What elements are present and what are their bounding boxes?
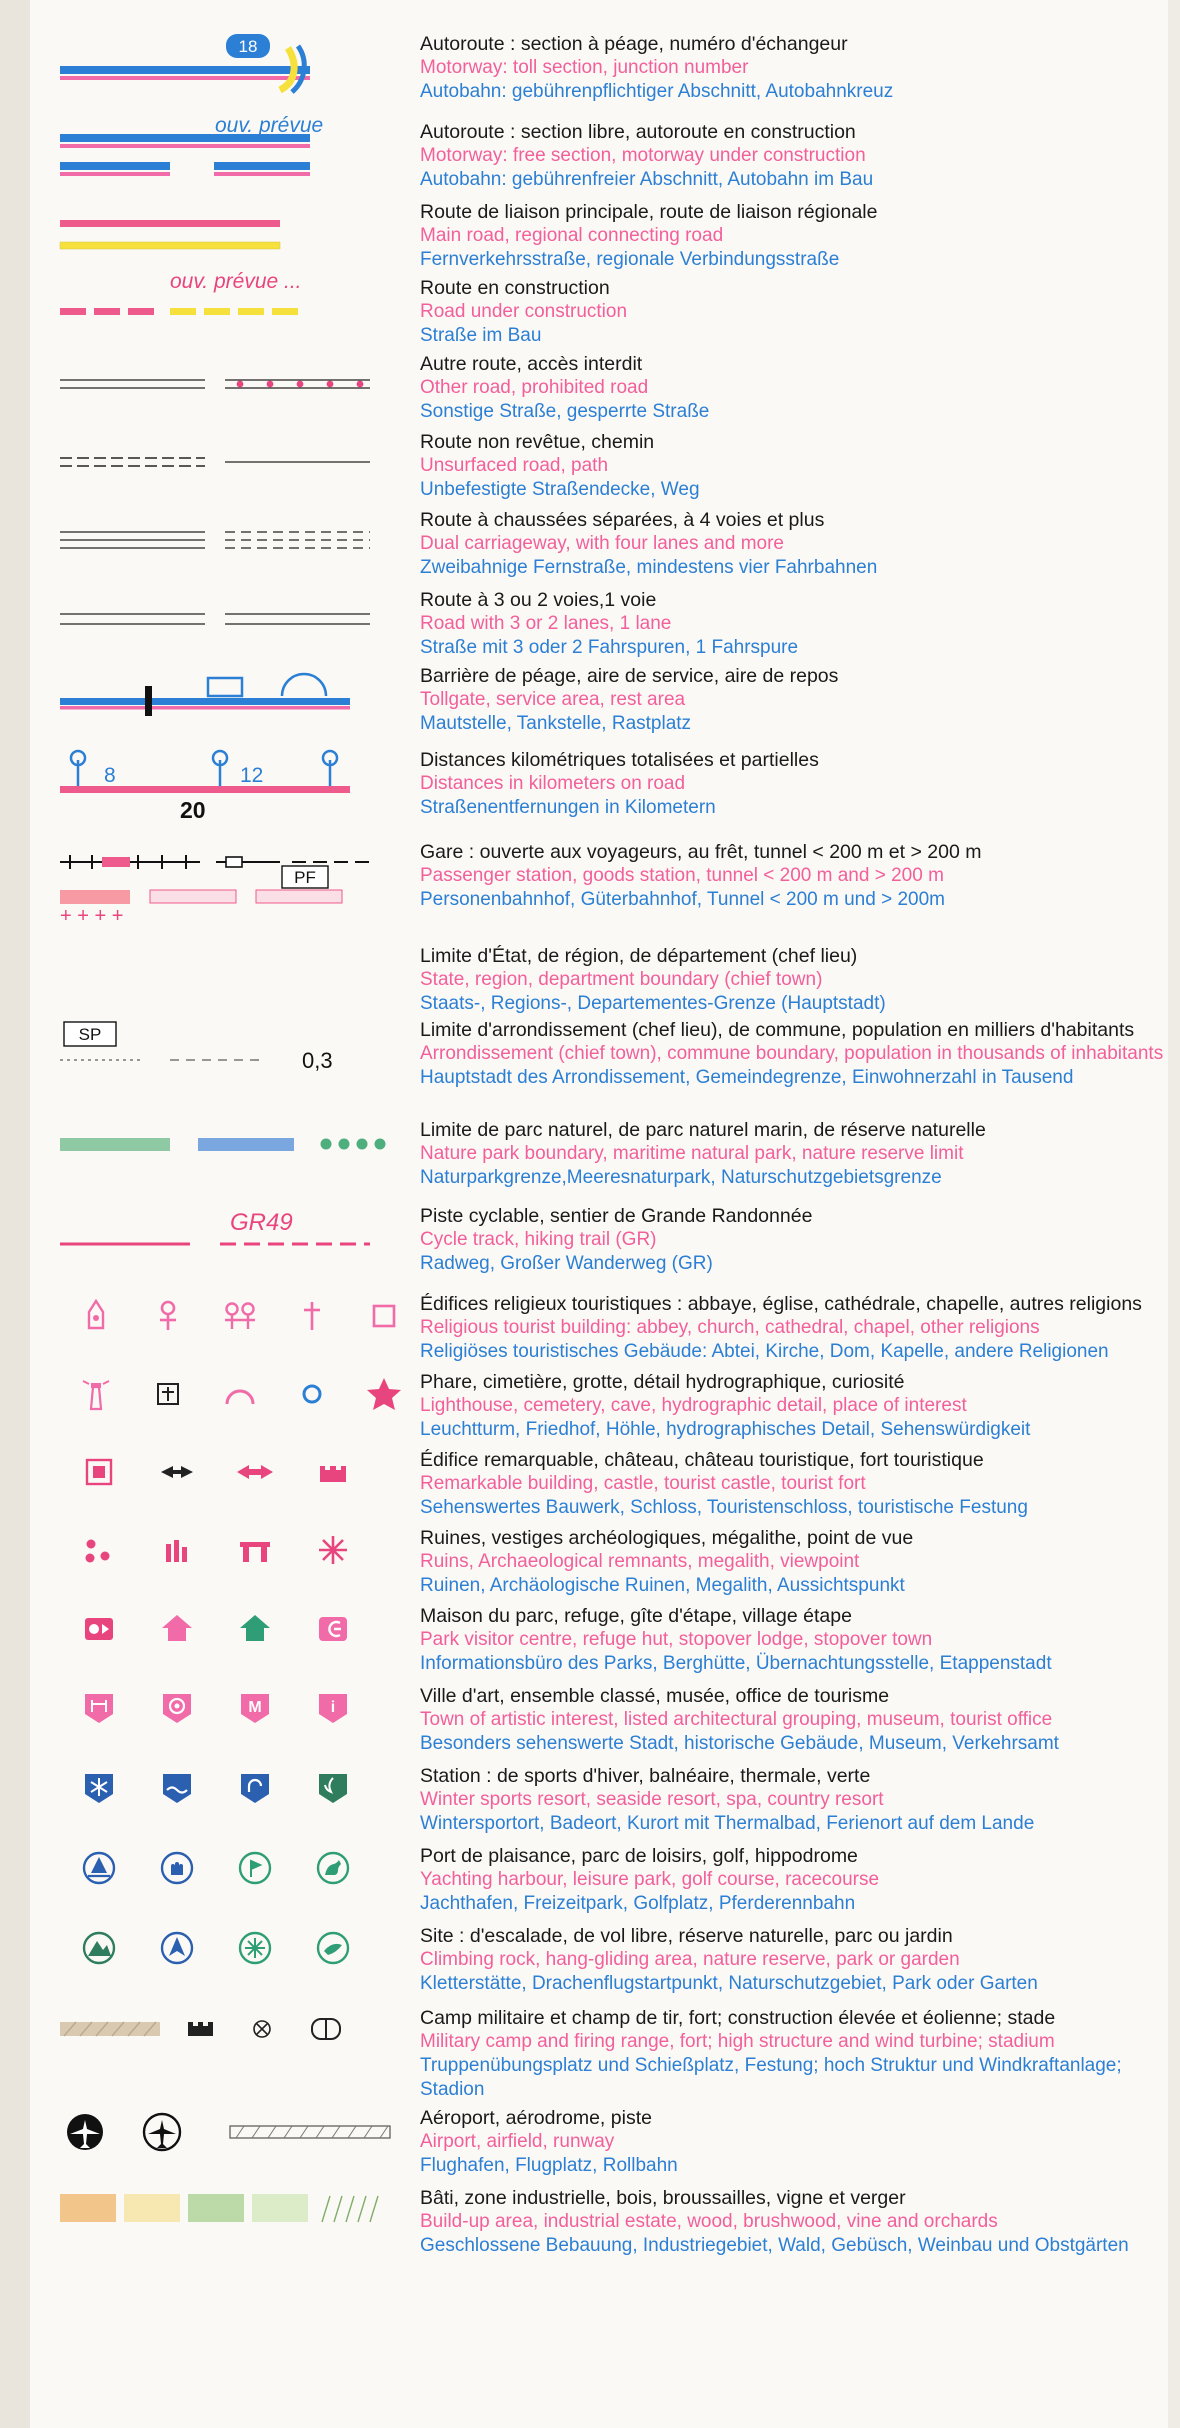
fr-text: Port de plaisance, parc de loisirs, golf, hippodrome [420, 1845, 858, 1867]
fr-text: Bâti, zone industrielle, bois, broussailles, vigne et verger [420, 2187, 906, 2209]
symbol-resorts [30, 1762, 420, 1814]
distance-value-20: 20 [180, 797, 206, 823]
viewpoint-icon [294, 1524, 372, 1576]
fr-text: Distances kilométriques totalisées et partielles [420, 749, 819, 771]
stopover-town-icon [294, 1602, 372, 1654]
de-text: Staats-, Regions-, Departementes-Grenze (Hauptstadt) [420, 993, 886, 1014]
fr-text: Piste cyclable, sentier de Grande Randonnée [420, 1205, 813, 1227]
legend-row-other-road [30, 350, 1168, 428]
en-text: Build-up area, industrial estate, wood, brushwood, vine and orchards [420, 2211, 998, 2232]
symbol-religious [30, 1290, 420, 1342]
symbol-park-visitor [30, 1602, 420, 1654]
text-other-road [420, 350, 1168, 424]
legend-row-dual-carriageway [30, 506, 1168, 586]
legend-row-resorts [30, 1762, 1168, 1842]
population-value: 0,3 [302, 1048, 333, 1073]
hang-gliding-icon [138, 1922, 216, 1974]
de-text: Straßenentfernungen in Kilometern [420, 797, 716, 818]
en-text: Distances in kilometers on road [420, 773, 686, 794]
racecourse-icon [294, 1842, 372, 1894]
text-remarkable-building [420, 1446, 1168, 1520]
symbol-builtup [30, 2184, 420, 2234]
de-text: Sonstige Straße, gesperrte Straße [420, 401, 710, 422]
hydrographic-icon [276, 1368, 348, 1420]
fr-text: Aéroport, aérodrome, piste [420, 2107, 652, 2129]
en-text: Arrondissement (chief town), commune boundary, population in thousands of inhabitants [420, 1043, 1164, 1064]
text-motorway-toll [420, 30, 1168, 104]
legend-row-airport [30, 2104, 1168, 2184]
symbol-ruins [30, 1524, 420, 1576]
en-text: Road with 3 or 2 lanes, 1 lane [420, 613, 672, 634]
refuge-hut-icon [138, 1602, 216, 1654]
symbol-cycle-track [30, 1202, 420, 1282]
legend-row-ruins [30, 1524, 1168, 1602]
annotation-ouv-prevue: ouv. prévue [215, 114, 324, 137]
de-text: Straße mit 3 oder 2 Fahrspuren, 1 Fahrspure [420, 637, 799, 658]
country-resort-icon [294, 1762, 372, 1814]
text-railway [420, 838, 1168, 912]
de-text: Informationsbüro des Parks, Berghütte, Übernachtungsstelle, Etappenstadt [420, 1653, 1052, 1674]
fr-text: Maison du parc, refuge, gîte d'étape, village étape [420, 1605, 852, 1627]
en-text: Yachting harbour, leisure park, golf course, racecourse [420, 1869, 880, 1890]
remarkable-building-icon [60, 1446, 138, 1498]
legend-list [30, 0, 1168, 2264]
svg-text:+ + + +: + + + + [60, 905, 124, 927]
legend-row-sites [30, 1922, 1168, 2004]
listed-grouping-icon [138, 1682, 216, 1734]
fr-text: Gare : ouverte aux voyageurs, au frêt, tunnel < 200 m et > 200 m [420, 841, 982, 863]
seaside-resort-icon [138, 1762, 216, 1814]
tourist-castle-icon [216, 1446, 294, 1498]
chapel-icon [276, 1290, 348, 1342]
legend-row-road-construction [30, 270, 1168, 350]
de-text: Kletterstätte, Drachenflugstartpunkt, Naturschutzgebiet, Park oder Garten [420, 1973, 1038, 1994]
legend-row-cycle-track [30, 1202, 1168, 1290]
fr-text: Édifice remarquable, château, château touristique, fort touristique [420, 1449, 984, 1471]
legend-row-motorway-free [30, 114, 1168, 194]
symbol-other-road [30, 350, 420, 420]
distance-value-8: 8 [104, 764, 116, 787]
en-text: Main road, regional connecting road [420, 225, 724, 246]
fr-text: Édifices religieux touristiques : abbaye, église, cathédrale, chapelle, autres religions [420, 1293, 1142, 1315]
text-cycle-track [420, 1202, 1168, 1276]
fr-text: Route de liaison principale, route de liaison régionale [420, 201, 878, 223]
symbol-motorway-free [30, 114, 420, 188]
symbol-arrondissement [30, 1016, 420, 1112]
de-text: Ruinen, Archäologische Ruinen, Megalith, Aussichtspunkt [420, 1575, 905, 1596]
castle-icon [138, 1446, 216, 1498]
de-text: Geschlossene Bebauung, Industriegebiet, Wald, Gebüsch, Weinbau und Obstgärten [420, 2235, 1129, 2256]
text-state-boundary [420, 942, 1168, 1016]
symbol-distances [30, 746, 420, 832]
symbol-yachting [30, 1842, 420, 1894]
de-text: Fernverkehrsstraße, regionale Verbindungsstraße [420, 249, 840, 270]
text-builtup [420, 2184, 1168, 2258]
town-of-art-icon [60, 1682, 138, 1734]
text-lighthouse [420, 1368, 1168, 1442]
text-unsurfaced [420, 428, 1168, 502]
de-text: Besonders sehenswerte Stadt, historische Gebäude, Museum, Verkehrsamt [420, 1733, 1059, 1754]
star-icon [348, 1368, 420, 1420]
en-text: Military camp and firing range, fort; high structure and wind turbine; stadium [420, 2031, 1055, 2052]
de-text: Straße im Bau [420, 325, 542, 346]
fr-text: Camp militaire et champ de tir, fort; construction élevée et éolienne; stade [420, 2007, 1056, 2029]
text-road-construction [420, 274, 1168, 348]
symbol-town-artistic [30, 1682, 420, 1734]
de-text: Flughafen, Flugplatz, Rollbahn [420, 2155, 678, 2176]
text-tollgate [420, 662, 1168, 736]
legend-row-unsurfaced [30, 428, 1168, 506]
park-garden-icon [294, 1922, 372, 1974]
symbol-airport [30, 2104, 420, 2164]
de-text: Wintersportort, Badeort, Kurort mit Thermalbad, Ferienort auf dem Lande [420, 1813, 1035, 1834]
de-text: Religiöses touristisches Gebäude: Abtei, Kirche, Dom, Kapelle, andere Religionen [420, 1341, 1109, 1362]
legend-row-state-boundary [30, 942, 1168, 1016]
legend-row-distances [30, 746, 1168, 838]
en-text: Religious tourist building: abbey, church, cathedral, chapel, other religions [420, 1317, 1040, 1338]
symbol-road-construction [30, 270, 420, 344]
legend-row-main-road [30, 194, 1168, 274]
golf-course-icon [216, 1842, 294, 1894]
fr-text: Route à chaussées séparées, à 4 voies et plus [420, 509, 825, 531]
legend-row-tollgate [30, 662, 1168, 746]
text-military [420, 2004, 1168, 2102]
svg-text:M: M [248, 1699, 262, 1716]
fr-text: Route non revêtue, chemin [420, 431, 655, 453]
leisure-park-icon [138, 1842, 216, 1894]
en-text: Climbing rock, hang-gliding area, nature reserve, park or garden [420, 1949, 960, 1970]
fr-text: Limite d'État, de région, de département (chef lieu) [420, 945, 858, 967]
legend-row-lanes [30, 586, 1168, 662]
en-text: Winter sports resort, seaside resort, spa, country resort [420, 1789, 884, 1810]
en-text: Passenger station, goods station, tunnel < 200 m and > 200 m [420, 865, 944, 886]
en-text: Road under construction [420, 301, 628, 322]
cathedral-icon [204, 1290, 276, 1342]
climbing-rock-icon [60, 1922, 138, 1974]
symbol-sites [30, 1922, 420, 1974]
text-resorts [420, 1762, 1168, 1836]
en-text: Remarkable building, castle, tourist castle, tourist fort [420, 1473, 866, 1494]
en-text: Dual carriageway, with four lanes and more [420, 533, 784, 554]
nature-reserve-icon [216, 1922, 294, 1974]
text-nature-park [420, 1116, 1168, 1190]
spa-icon [216, 1762, 294, 1814]
park-visitor-centre-icon [60, 1602, 138, 1654]
de-text: Personenbahnhof, Güterbahnhof, Tunnel < 200 m und > 200m [420, 889, 945, 910]
legend-row-arrondissement [30, 1016, 1168, 1116]
tourist-office-icon [294, 1682, 372, 1734]
archaeological-icon [138, 1524, 216, 1576]
symbol-railway [30, 838, 420, 927]
legend-row-town-artistic [30, 1682, 1168, 1762]
cemetery-icon [132, 1368, 204, 1420]
fr-text: Limite d'arrondissement (chef lieu), de commune, population en milliers d'habitants [420, 1019, 1135, 1041]
de-text: Mautstelle, Tankstelle, Rastplatz [420, 713, 692, 734]
megalith-icon [216, 1524, 294, 1576]
ruins-icon [60, 1524, 138, 1576]
fr-text: Autoroute : section libre, autoroute en construction [420, 121, 856, 143]
text-motorway-free [420, 118, 1168, 192]
legend-row-builtup [30, 2184, 1168, 2264]
en-text: Airport, airfield, runway [420, 2131, 615, 2152]
svg-text:i: i [330, 1699, 336, 1716]
text-dual-carriageway [420, 506, 1168, 580]
text-religious [420, 1290, 1168, 1364]
en-text: Tollgate, service area, rest area [420, 689, 686, 710]
junction-number-label: 18 [238, 37, 258, 56]
symbol-lanes [30, 586, 420, 656]
legend-row-park-visitor [30, 1602, 1168, 1682]
lighthouse-icon [60, 1368, 132, 1420]
en-text: Cycle track, hiking trail (GR) [420, 1229, 657, 1250]
fr-text: Autre route, accès interdit [420, 353, 643, 375]
left-margin-strip [0, 0, 30, 2428]
en-text: Park visitor centre, refuge hut, stopover lodge, stopover town [420, 1629, 933, 1650]
de-text: Autobahn: gebührenfreier Abschnitt, Autobahn im Bau [420, 169, 874, 190]
text-ruins [420, 1524, 1168, 1598]
pf-label: PF [294, 868, 316, 887]
en-text: Nature park boundary, maritime natural park, nature reserve limit [420, 1143, 964, 1164]
church-icon [132, 1290, 204, 1342]
text-park-visitor [420, 1602, 1168, 1676]
cave-icon [204, 1368, 276, 1420]
symbol-lighthouse [30, 1368, 420, 1420]
legend-row-motorway-toll [30, 0, 1168, 118]
symbol-remarkable-building [30, 1446, 420, 1498]
en-text: Other road, prohibited road [420, 377, 649, 398]
de-text: Autobahn: gebührenpflichtiger Abschnitt, Autobahnkreuz [420, 81, 894, 102]
en-text: Motorway: free section, motorway under construction [420, 145, 866, 166]
de-text: Sehenswertes Bauwerk, Schloss, Touristenschloss, touristische Festung [420, 1497, 1028, 1518]
en-text: Unsurfaced road, path [420, 455, 609, 476]
tourist-fort-icon [294, 1446, 372, 1498]
fr-text: Route en construction [420, 277, 610, 299]
en-text: Motorway: toll section, junction number [420, 57, 749, 78]
sp-label: SP [78, 1025, 102, 1044]
legend-row-nature-park [30, 1116, 1168, 1202]
legend-row-railway [30, 838, 1168, 927]
text-sites [420, 1922, 1168, 1996]
annotation-ouv-prevue-2: ouv. prévue ... [170, 270, 302, 293]
de-text: Radweg, Großer Wanderweg (GR) [420, 1253, 713, 1274]
symbol-motorway-toll [30, 30, 420, 110]
symbol-dual-carriageway [30, 506, 420, 576]
fr-text: Limite de parc naturel, de parc naturel marin, de réserve naturelle [420, 1119, 986, 1141]
stopover-lodge-icon [216, 1602, 294, 1654]
de-text: Naturparkgrenze,Meeresnaturpark, Naturschutzgebietsgrenze [420, 1167, 942, 1188]
yachting-harbour-icon [60, 1842, 138, 1894]
fr-text: Phare, cimetière, grotte, détail hydrographique, curiosité [420, 1371, 905, 1393]
legend-row-remarkable-building [30, 1446, 1168, 1524]
fr-text: Route à 3 ou 2 voies,1 voie [420, 589, 657, 611]
symbol-nature-park [30, 1116, 420, 1186]
legend-row-lighthouse [30, 1368, 1168, 1446]
legend-row-yachting [30, 1842, 1168, 1922]
de-text: Leuchtturm, Friedhof, Höhle, hydrographisches Detail, Sehenswürdigkeit [420, 1419, 1031, 1440]
text-lanes [420, 586, 1168, 660]
distance-value-12: 12 [240, 764, 264, 787]
winter-sports-icon [60, 1762, 138, 1814]
museum-icon [216, 1682, 294, 1734]
symbol-military [30, 2004, 420, 2064]
en-text: Town of artistic interest, listed architectural grouping, museum, tourist office [420, 1709, 1053, 1730]
de-text: Truppenübungsplatz und Schießplatz, Festung; hoch Struktur und Windkraftanlage; Stadion [420, 2055, 1122, 2100]
de-text: Jachthafen, Freizeitpark, Golfplatz, Pferderennbahn [420, 1893, 856, 1914]
text-yachting [420, 1842, 1168, 1916]
text-town-artistic [420, 1682, 1168, 1756]
text-arrondissement [420, 1016, 1168, 1090]
right-margin-strip [1168, 0, 1180, 2428]
en-text: State, region, department boundary (chief town) [420, 969, 823, 990]
fr-text: Site : d'escalade, de vol libre, réserve naturelle, parc ou jardin [420, 1925, 953, 1947]
en-text: Lighthouse, cemetery, cave, hydrographic detail, place of interest [420, 1395, 967, 1416]
symbol-unsurfaced [30, 428, 420, 498]
text-distances [420, 746, 1168, 820]
fr-text: Station : de sports d'hiver, balnéaire, thermale, verte [420, 1765, 871, 1787]
abbey-icon [60, 1290, 132, 1342]
text-airport [420, 2104, 1168, 2178]
legend-row-military [30, 2004, 1168, 2104]
fr-text: Ville d'art, ensemble classé, musée, office de tourisme [420, 1685, 890, 1707]
gr-annotation: GR49 [230, 1209, 293, 1236]
legend-row-religious [30, 1290, 1168, 1368]
text-main-road [420, 198, 1168, 272]
de-text: Zweibahnige Fernstraße, mindestens vier Fahrbahnen [420, 557, 878, 578]
fr-text: Autoroute : section à péage, numéro d'échangeur [420, 33, 848, 55]
en-text: Ruins, Archaeological remnants, megalith, viewpoint [420, 1551, 860, 1572]
de-text: Unbefestigte Straßendecke, Weg [420, 479, 700, 500]
fr-text: Barrière de péage, aire de service, aire de repos [420, 665, 839, 687]
fr-text: Ruines, vestiges archéologiques, mégalithe, point de vue [420, 1527, 914, 1549]
other-religion-icon [348, 1290, 420, 1342]
symbol-main-road [30, 198, 420, 268]
de-text: Hauptstadt des Arrondissement, Gemeindegrenze, Einwohnerzahl in Tausend [420, 1067, 1074, 1088]
symbol-tollgate [30, 662, 420, 742]
